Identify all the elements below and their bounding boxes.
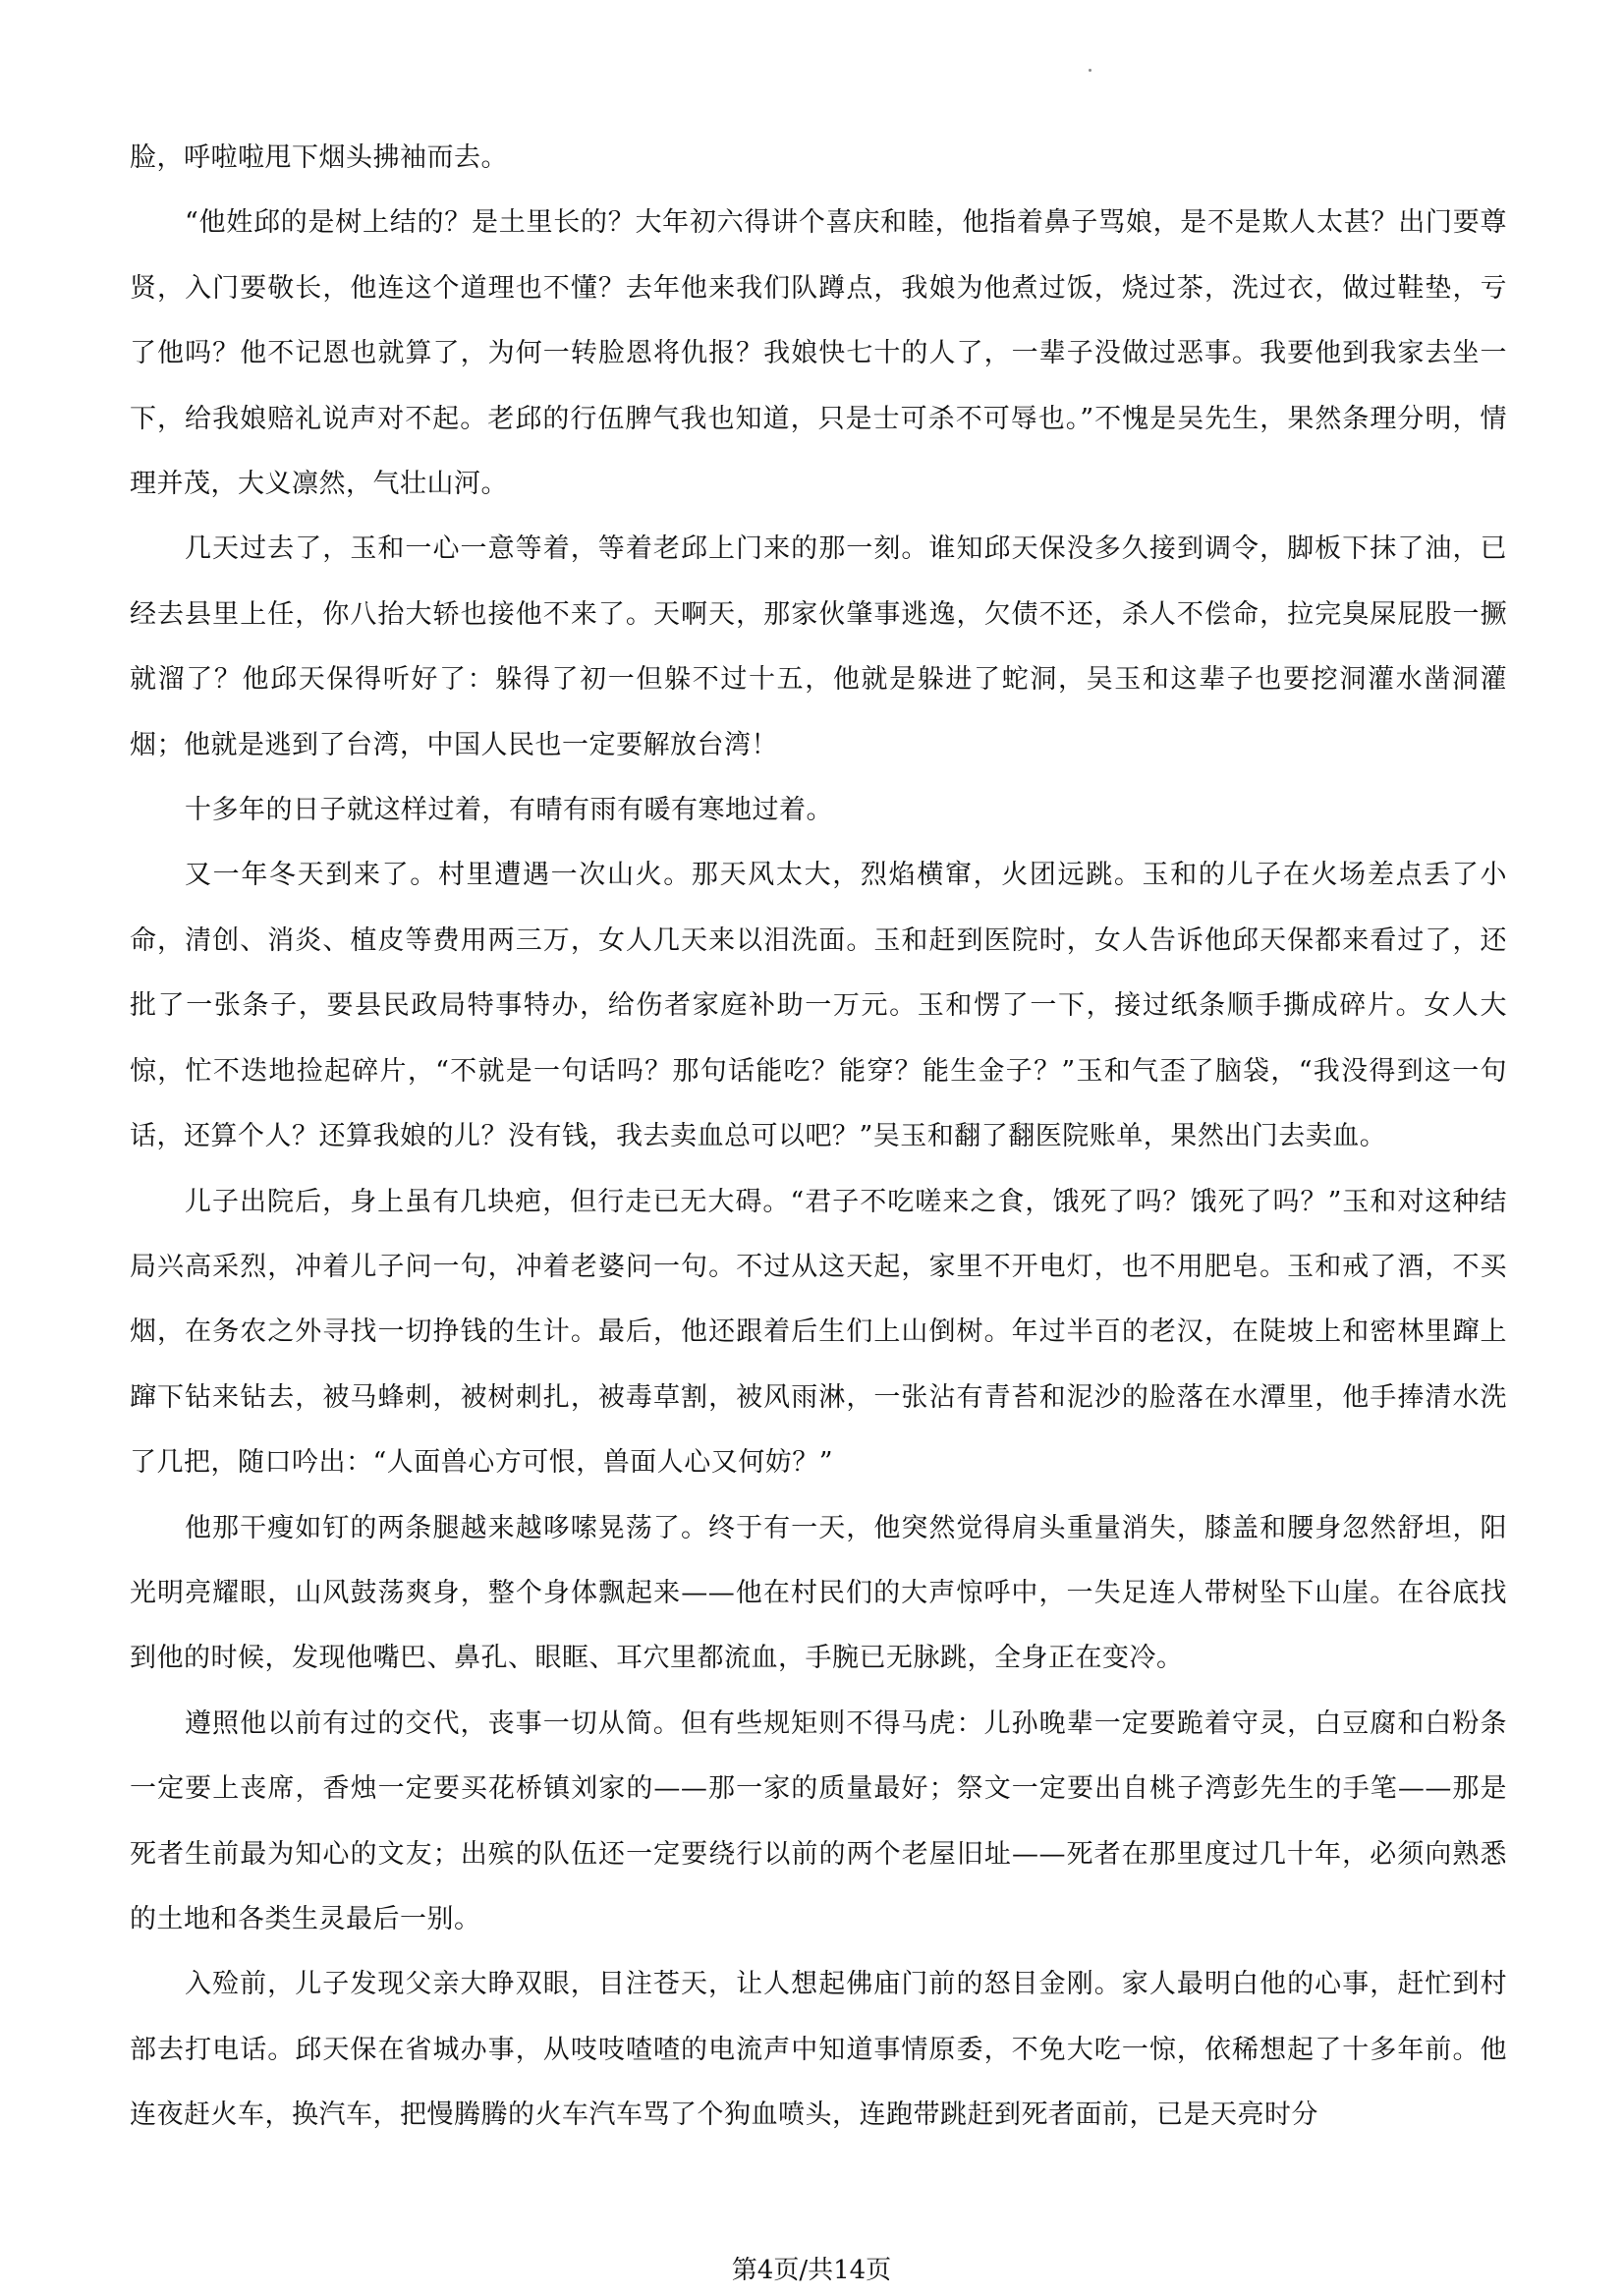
- paragraph-3: 几天过去了，玉和一心一意等着，等着老邱上门来的那一刻。谁知邱天保没多久接到调令，脚板下抹了油，已经去县里上任，你八抬大轿也接他不来了。天啊天，那家伙肇事逃逸，欠债不还，杀人不偿命，拉完臭屎屁股一撅就溜了？他邱天保得听好了：躲得了初一但躲不过十五，他就是躲进了蛇洞，吴玉和这辈子也要挖洞灌水凿洞灌烟；他就是逃到了台湾，中国人民也一定要解放台湾！: [130, 533, 1507, 760]
- paragraph-7: 他那干瘦如钉的两条腿越来越哆嗦晃荡了。终于有一天，他突然觉得肩头重量消失，膝盖和腰身忽然舒坦，阳光明亮耀眼，山风鼓荡爽身，整个身体飘起来——他在村民们的大声惊呼中，一失足连人带树坠下山崖。在谷底找到他的时候，发现他嘴巴、鼻孔、眼眶、耳穴里都流血，手腕已无脉跳，全身正在变冷。: [130, 1512, 1507, 1674]
- paragraph-4: 十多年的日子就这样过着，有晴有雨有暖有寒地过着。: [185, 795, 833, 826]
- page-number-footer: 第4页/共14页: [731, 2256, 892, 2285]
- scan-speck: [1089, 69, 1091, 72]
- paragraph-8: 遵照他以前有过的交代，丧事一切从简。但有些规矩则不得马虎：儿孙晚辈一定要跪着守灵，白豆腐和白粉条一定要上丧席，香烛一定要买花桥镇刘家的——那一家的质量最好；祭文一定要出自桃子湾彭先生的手笔——那是死者生前最为知心的文友；出殡的队伍还一定要绕行以前的两个老屋旧址——死者在那里度过几十年，必须向熟悉的土地和各类生灵最后一别。: [130, 1708, 1507, 1934]
- document-body: [130, 126, 1507, 2149]
- paragraph-1: 脸，呼啦啦甩下烟头拂袖而去。: [130, 142, 508, 173]
- paragraph-2: “他姓邱的是树上结的？是土里长的？大年初六得讲个喜庆和睦，他指着鼻子骂娘，是不是欺人太甚？出门要尊贤，入门要敬长，他连这个道理也不懂？去年他来我们队蹲点，我娘为他煮过饭，烧过茶，洗过衣，做过鞋垫，亏了他吗？他不记恩也就算了，为何一转脸恩将仇报？我娘快七十的人了，一辈子没做过恶事。我要他到我家去坐一下，给我娘赔礼说声对不起。老邱的行伍脾气我也知道，只是士可杀不可辱也。”不愧是吴先生，果然条理分明，情理并茂，大义凛然，气壮山河。: [130, 207, 1507, 500]
- paragraph-5: 又一年冬天到来了。村里遭遇一次山火。那天风太大，烈焰横窜，火团远跳。玉和的儿子在火场差点丢了小命，清创、消炎、植皮等费用两三万，女人几天来以泪洗面。玉和赶到医院时，女人告诉他邱天保都来看过了，还批了一张条子，要县民政局特事特办，给伤者家庭补助一万元。玉和愣了一下，接过纸条顺手撕成碎片。女人大惊，忙不迭地捡起碎片，“不就是一句话吗？那句话能吃？能穿？能生金子？”玉和气歪了脑袋，“我没得到这一句话，还算个人？还算我娘的儿？没有钱，我去卖血总可以吧？”吴玉和翻了翻医院账单，果然出门去卖血。: [130, 860, 1507, 1152]
- paragraph-9: 入殓前，儿子发现父亲大睁双眼，目注苍天，让人想起佛庙门前的怒目金刚。家人最明白他的心事，赶忙到村部去打电话。邱天保在省城办事，从吱吱喳喳的电流声中知道事情原委，不免大吃一惊，依稀想起了十多年前。他连夜赶火车，换汽车，把慢腾腾的火车汽车骂了个狗血喷头，连跑带跳赶到死者面前，已是天亮时分: [130, 1969, 1507, 2131]
- paragraph-6: 儿子出院后，身上虽有几块疤，但行走已无大碍。“君子不吃嗟来之食，饿死了吗？饿死了吗？”玉和对这种结局兴高采烈，冲着儿子问一句，冲着老婆问一句。不过从这天起，家里不开电灯，也不用肥皂。玉和戒了酒，不买烟，在务农之外寻找一切挣钱的生计。最后，他还跟着后生们上山倒树。年过半百的老汉，在陡坡上和密林里蹿上蹿下钻来钻去，被马蜂刺，被树刺扎，被毒草割，被风雨淋，一张沾有青苔和泥沙的脸落在水潭里，他手捧清水洗了几把，随口吟出：“人面兽心方可恨，兽面人心又何妨？”: [130, 1186, 1507, 1479]
